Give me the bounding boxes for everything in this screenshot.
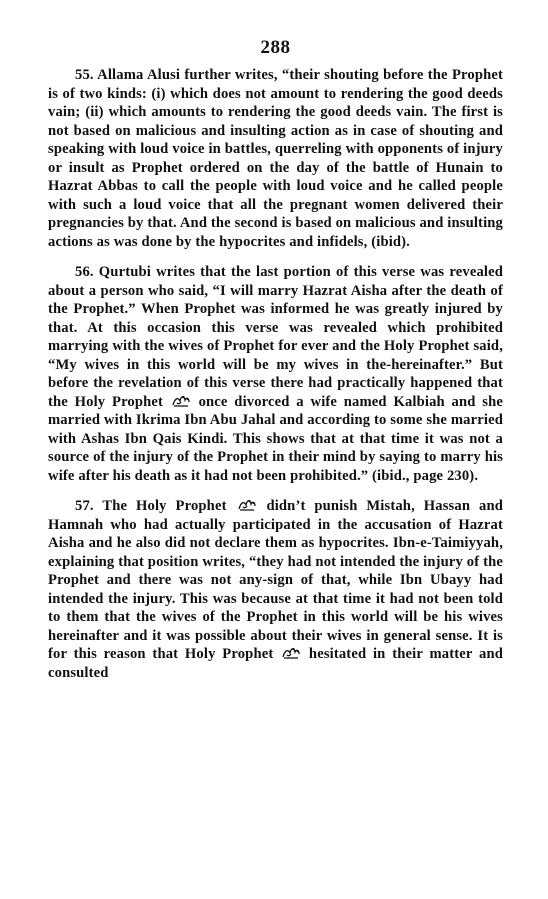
salutation-seal-icon: [237, 498, 257, 512]
paragraph-57-part-1: 57. The Holy Prophet: [75, 498, 227, 514]
paragraph-56-part-1: 56. Qurtubi writes that the last portion of this verse was revealed about a person who said, “I will marry Hazrat Aisha after the death of the Prophet.” When Prophet was informed he was greatly injured by that. At this occasion this verse was revealed which prohibited marrying with the wives of Prophet for ever and the Holy Prophet said, “My wives in this world will be my wives in the-hereinafter.” But before the revelation of this verse there had practically happened that the Holy Prophet: [48, 264, 503, 410]
salutation-seal-icon: [281, 646, 301, 660]
page-number: 288: [260, 37, 291, 58]
paragraph-56: [48, 263, 503, 485]
page: [48, 36, 503, 694]
paragraph-57-part-3: hesitated in their matter and consulted: [48, 646, 503, 681]
paragraph-55: 55. Allama Alusi further writes, “their shouting before the Prophet is of two kinds: (i) which does not amount to rendering the good deeds vain; (ii) which amounts to rendering the good deeds vain. The first is not based on malicious and insulting action as in case of shouting and speaking with loud voice in battles, querreling with opponents of injury or insult as Prophet ordered on the day of the battle of Hunain to Hazrat Abbas to call the people with loud voice and he called people with such a loud voice that all the pregnant women delivered their pregnancies by that. And the second is based on malicious and insulting actions as was done by the hypocrites and infidels, (ibid).: [48, 67, 503, 250]
paragraph-56-part-2: once divorced a wife named Kalbiah and she married with Ikrima Ibn Abu Jahal and according to some she married with Ashas Ibn Qais Kindi. This shows that at that time it was not a source of the injury of the Prophet in their mind by saying to marry his wife after his death as it had not been prohibited.” (ibid., page 230).: [48, 393, 503, 484]
paragraph-57: [48, 497, 503, 682]
paragraph-57-part-2: didn’t punish Mistah, Hassan and Hamnah who had actually participated in the accusation of Hazrat Aisha and he also did not declare them as hypocrites. Ibn-e-Taimiyyah, explaining that position writes, “they had not intended the injury of the Prophet and there was not any-sign of that, while Ibn Ubayy had intended the injury. This was because at that time it had not been told to them that the wives of the Prophet in this world will be his wives hereinafter and it was possible about their wives in general sense. It is for this reason that Holy Prophet: [48, 498, 503, 662]
salutation-seal-icon: [171, 394, 191, 408]
